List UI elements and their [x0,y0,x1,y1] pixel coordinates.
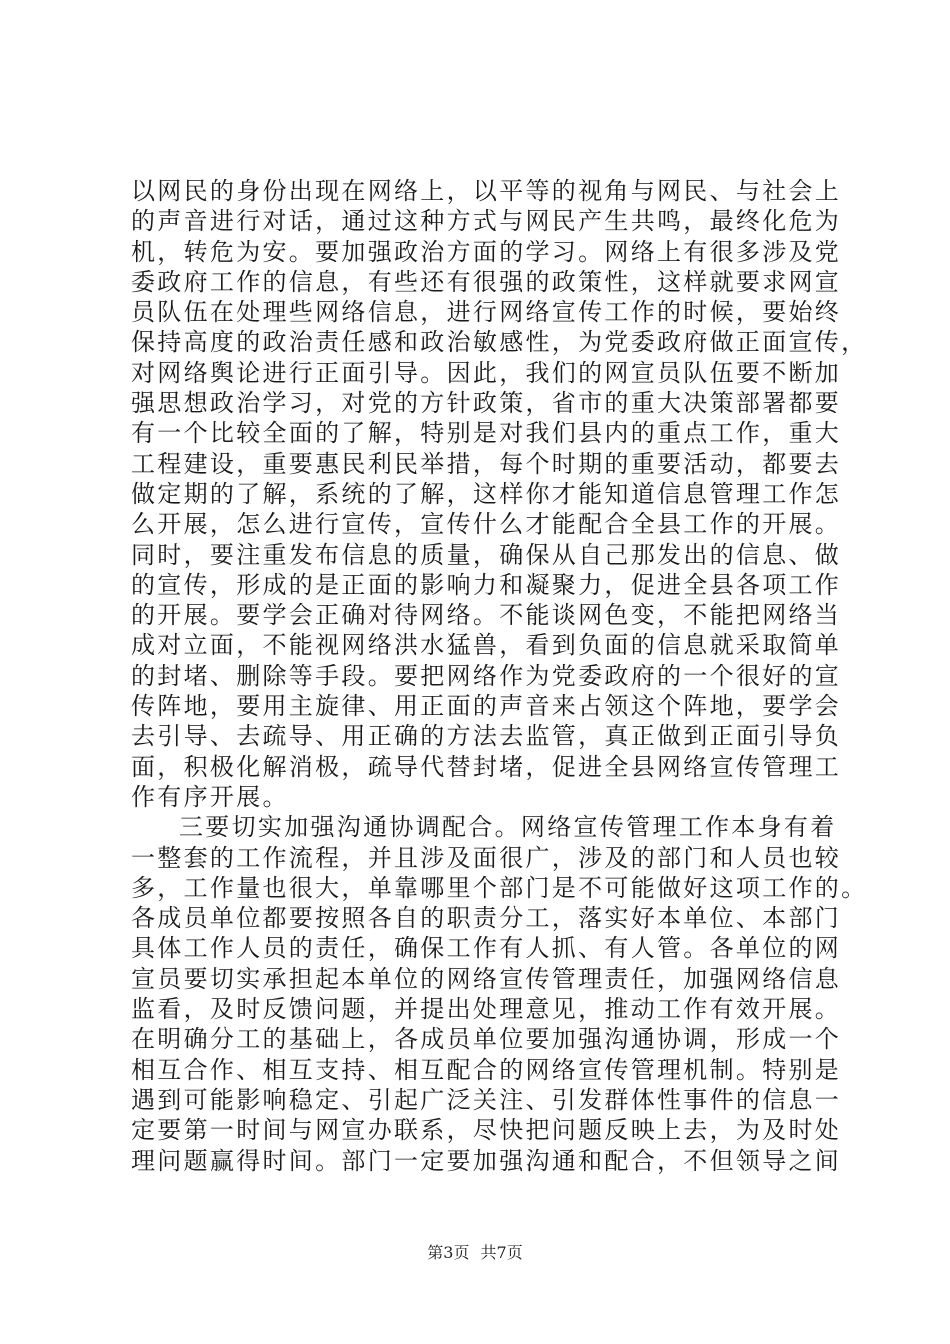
text-line: 机，转危为安。要加强政治方面的学习。网络上有很多涉及党 [131,237,842,266]
text-line: 监看，及时反馈问题，并提出处理意见，推动工作有效开展。 [131,995,842,1024]
document-body [131,176,868,1176]
text-line: 宣员要切实承担起本单位的网络宣传管理责任，加强网络信息 [131,964,842,993]
text-line: 传阵地，要用主旋律、用正面的声音来占领这个阵地，要学会 [131,692,842,721]
text-line: 在明确分工的基础上，各成员单位要加强沟通协调，形成一个 [131,1025,842,1054]
text-line: 的封堵、删除等手段。要把网络作为党委政府的一个很好的宣 [131,661,842,690]
text-line: 面，积极化解消极，疏导代替封堵，促进全县网络宣传管理工 [131,752,842,781]
text-line: 以网民的身份出现在网络上，以平等的视角与网民、与社会上 [131,177,842,205]
text-line: 一整套的工作流程，并且涉及面很广，涉及的部门和人员也较 [131,843,842,872]
text-line: 工程建设，重要惠民利民举措，每个时期的重要活动，都要去 [131,449,842,478]
text-line: 具体工作人员的责任，确保工作有人抓、有人管。各单位的网 [131,934,842,963]
text-line: 成对立面，不能视网络洪水猛兽，看到负面的信息就采取简单 [131,631,842,660]
text-line: 强思想政治学习，对党的方针政策，省市的重大决策部署都要 [131,389,842,418]
paragraph-start-line: 三要切实加强沟通协调配合。网络宣传管理工作本身有着 [179,813,837,842]
text-line: 同时，要注重发布信息的质量，确保从自己那发出的信息、做 [131,540,842,569]
text-line: 的宣传，形成的是正面的影响力和凝聚力，促进全县各项工作 [131,570,842,599]
text-line: 的开展。要学会正确对待网络。不能谈网色变，不能把网络当 [131,601,842,630]
text-line: 做定期的了解，系统的了解，这样你才能知道信息管理工作怎 [131,479,842,508]
text-line: 有一个比较全面的了解，特别是对我们县内的重点工作，重大 [131,419,842,448]
text-line: 保持高度的政治责任感和政治敏感性，为党委政府做正面宣传， [131,328,868,357]
text-line: 相互合作、相互支持、相互配合的网络宣传管理机制。特别是 [131,1055,842,1084]
page-footer [0,1243,950,1263]
text-line: 对网络舆论进行正面引导。因此，我们的网宣员队伍要不断加 [131,358,842,387]
text-line: 去引导、去疏导、用正确的方法去监管，真正做到正面引导负 [131,722,842,751]
text-line: 多，工作量也很大，单靠哪里个部门是不可能做好这项工作的。 [131,873,868,902]
text-line: 的声音进行对话，通过这种方式与网民产生共鸣，最终化危为 [131,207,842,236]
text-line: 定要第一时间与网宣办联系，尽快把问题反映上去，为及时处 [131,1116,842,1145]
text-line: 么开展，怎么进行宣传，宣传什么才能配合全县工作的开展。 [131,510,842,539]
text-line: 委政府工作的信息，有些还有很强的政策性，这样就要求网宣 [131,267,842,296]
text-line: 员队伍在处理些网络信息，进行网络宣传工作的时候，要始终 [131,298,842,327]
text-line: 各成员单位都要按照各自的职责分工，落实好本单位、本部门 [131,904,842,933]
page-total: 共7页 [480,1243,523,1262]
text-line: 遇到可能影响稳定、引起广泛关注、引发群体性事件的信息一 [131,1085,842,1114]
text-line: 作有序开展。 [131,782,289,811]
page-number: 第3页 [427,1243,470,1262]
text-line: 理问题赢得时间。部门一定要加强沟通和配合，不但领导之间 [131,1146,842,1175]
